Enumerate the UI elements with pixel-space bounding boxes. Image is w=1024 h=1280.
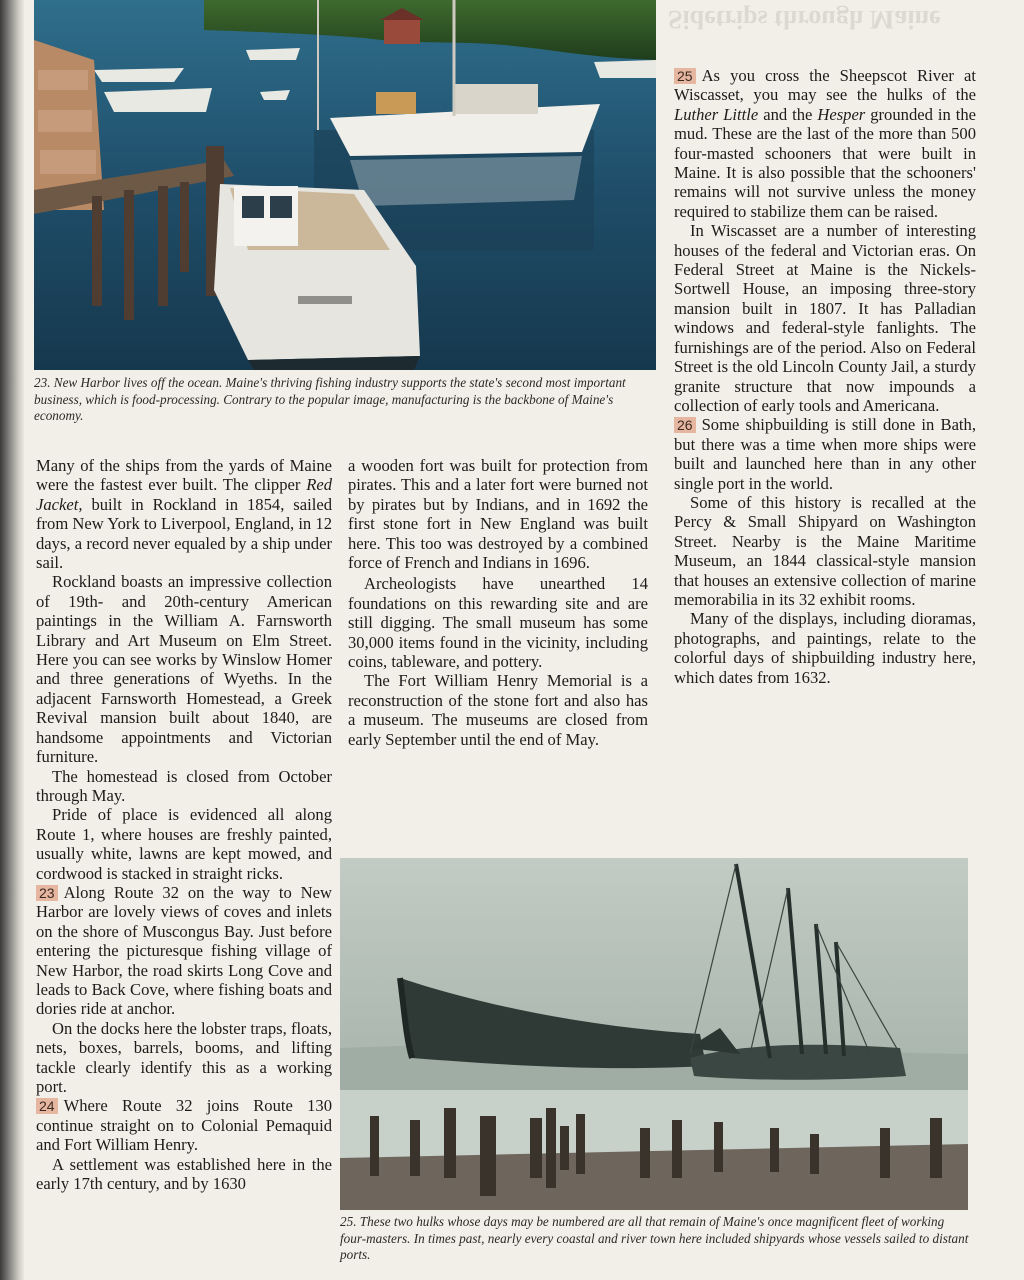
schooner-hulks-photo (340, 858, 968, 1210)
paragraph: The Fort William Henry Memorial is a reconstruction of the stone fort and also has a museum. The museums are closed from early September until the end of May. (348, 671, 648, 749)
site-number-badge: 24 (36, 1098, 58, 1114)
paragraph: Many of the displays, including dioramas, photographs, and paintings, relate to the colorful days of shipbuilding industry here, which dates from 1632. (674, 609, 976, 687)
new-harbor-photo (34, 0, 656, 370)
site-number-badge: 25 (674, 68, 696, 84)
paragraph: Rockland boasts an impressive collection of 19th- and 20th-century American paintings in the William A. Farnsworth Library and Art Museum on Elm Street. Here you can see works by Winslow Homer and three generations of Wyeths. In the adjacent Farnsworth Homestead, a Greek Revival mansion built about 1840, are handsome appointments and Victorian furniture. (36, 572, 332, 767)
site-number-badge: 23 (36, 885, 58, 901)
book-gutter-shadow (0, 0, 24, 1280)
paragraph: Pride of place is evidenced all along Route 1, where houses are freshly painted, usually white, lawns are kept mowed, and cordwood is stacked in straight ricks. (36, 805, 332, 883)
paragraph: Archeologists have unearthed 14 foundations on this rewarding site and are still digging. The small museum has some 30,000 items found in the vicinity, including coins, tableware, and pottery. (348, 574, 648, 672)
paragraph: 23 Along Route 32 on the way to New Harbor are lovely views of coves and inlets on the shore of Muscongus Bay. Just before entering the picturesque fishing village of New Harbor, the road skirts Long Cove and leads to Back Cove, where fishing boats and dories ride at anchor. (36, 882, 332, 1019)
photo-caption-25: 25. These two hulks whose days may be numbered are all that remain of Maine's once magnificent fleet of working four-masters. In times past, nearly every coastal and river town here included shipyards whose vessels sailed to distant ports. (340, 1214, 969, 1262)
paragraph: On the docks here the lobster traps, floats, nets, boxes, barrels, booms, and lifting tackle clearly identify this as a working port. (36, 1018, 332, 1096)
text-column-3 (674, 66, 976, 687)
paragraph: Many of the ships from the yards of Maine were the fastest ever built. The clipper Red Jacket, built in Rockland in 1854, sailed from New York to Liverpool, England, in 12 days, a record never equaled by a ship under sail. (36, 456, 332, 573)
text-column-2 (348, 456, 648, 749)
site-number-badge: 26 (674, 417, 696, 433)
bleed-through-heading: Sidetrips through Maine (668, 5, 941, 34)
paragraph: A settlement was established here in the early 17th century, and by 1630 (36, 1154, 332, 1194)
paragraph: a wooden fort was built for protection from pirates. This and a later fort were burned not by pirates but by Indians, and in 1692 the first stone fort in New England was built here. This too was destroyed by a combined force of French and Indians in 1696. (348, 456, 648, 573)
paragraph: 24 Where Route 32 joins Route 130 continue straight on to Colonial Pemaquid and Fort William Henry. (36, 1096, 332, 1155)
paragraph: 26 Some shipbuilding is still done in Bath, but there was a time when more ships were built and launched here than in any other single port in the world. (674, 415, 976, 493)
paragraph: 25 As you cross the Sheepscot River at Wiscasset, you may see the hulks of the Luther Little and the Hesper grounded in the mud. These are the last of the more than 500 four-masted schooners that were built in Maine. It is also possible that the schooners' remains will not survive unless the money required to stabilize them can be raised. (674, 66, 976, 221)
paragraph: Some of this history is recalled at the Percy & Small Shipyard on Washington Street. Nearby is the Maine Maritime Museum, an 1844 classical-style mansion that houses an extensive collection of marine memorabilia in its 32 exhibit rooms. (674, 492, 976, 609)
paragraph: In Wiscasset are a number of interesting houses of the federal and Victorian eras. On Federal Street at Maine is the Nickels-Sortwell House, an imposing three-story mansion built in 1807. It has Palladian windows and federal-style fanlights. The furnishings are of the period. Also on Federal Street is the old Lincoln County Jail, a sturdy granite structure that now impounds a collection of early tools and Americana. (674, 221, 976, 415)
paragraph: The homestead is closed from October through May. (36, 766, 332, 805)
photo-caption-23: 23. New Harbor lives off the ocean. Maine's thriving fishing industry supports the state's second most important business, which is food-processing. Contrary to the popular image, manufacturing is the backbone of Maine's economy. (34, 375, 626, 423)
text-column-1 (36, 456, 332, 1193)
